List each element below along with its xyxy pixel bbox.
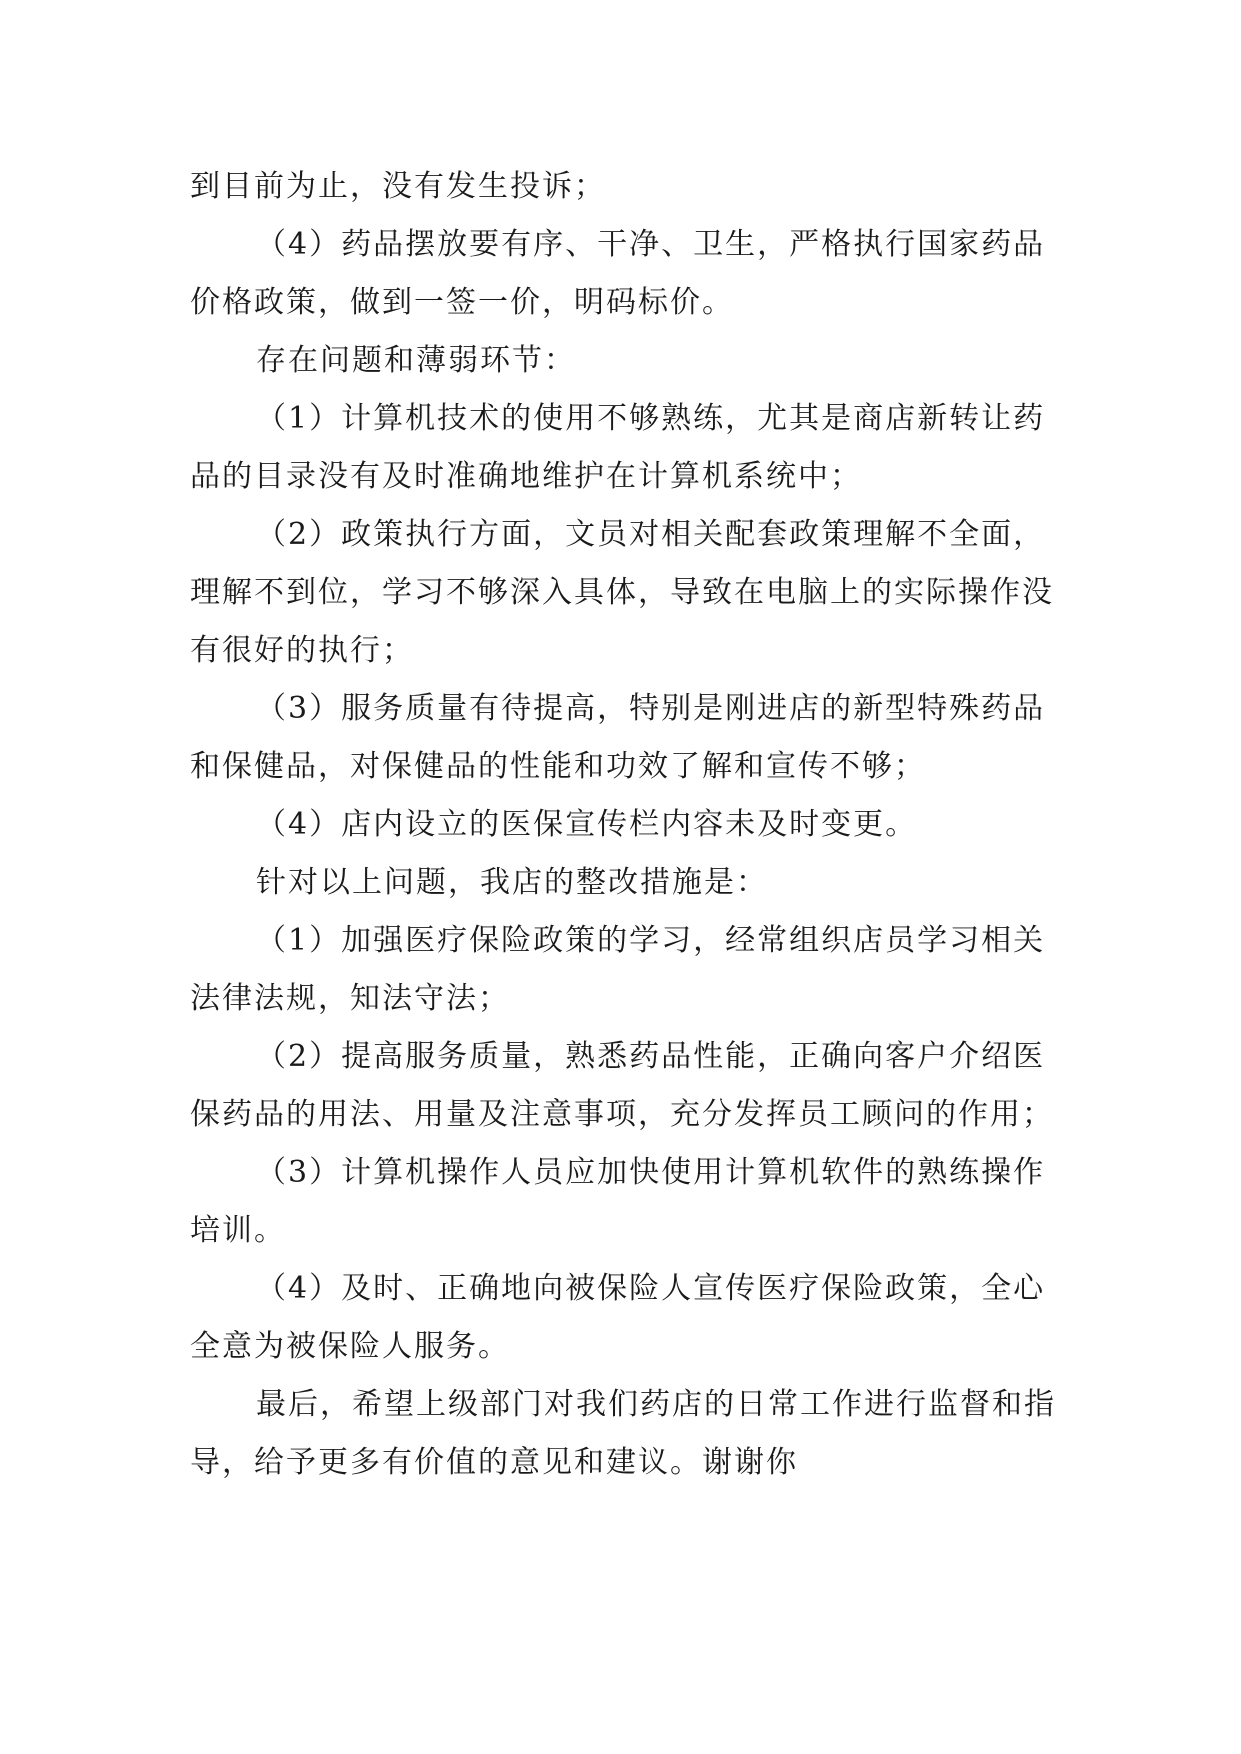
paragraph-13: 最后，希望上级部门对我们药店的日常工作进行监督和指导，给予更多有价值的意见和建议。谢谢你 xyxy=(190,1387,1056,1480)
paragraph-1: 到目前为止，没有发生投诉； xyxy=(190,169,606,204)
paragraph-6: （3）服务质量有待提高，特别是刚进店的新型特殊药品和保健品，对保健品的性能和功效了解和宣传不够； xyxy=(190,691,1046,784)
document-page xyxy=(190,158,1070,1492)
paragraph-12: （4）及时、正确地向被保险人宣传医疗保险政策，全心全意为被保险人服务。 xyxy=(190,1271,1046,1364)
paragraph-4: （1）计算机技术的使用不够熟练，尤其是商店新转让药品的目录没有及时准确地维护在计算机系统中； xyxy=(190,401,1046,494)
paragraph-5: （2）政策执行方面，文员对相关配套政策理解不全面，理解不到位，学习不够深入具体，导致在电脑上的实际操作没有很好的执行； xyxy=(190,517,1054,668)
paragraph-9: （1）加强医疗保险政策的学习，经常组织店员学习相关法律法规，知法守法； xyxy=(190,923,1046,1016)
paragraph-2: （4）药品摆放要有序、干净、卫生，严格执行国家药品价格政策，做到一签一价，明码标价。 xyxy=(190,227,1046,320)
paragraph-8: 针对以上问题，我店的整改措施是： xyxy=(256,865,768,900)
paragraph-3: 存在问题和薄弱环节： xyxy=(256,343,576,378)
paragraph-7: （4）店内设立的医保宣传栏内容未及时变更。 xyxy=(256,807,918,842)
paragraph-10: （2）提高服务质量，熟悉药品性能，正确向客户介绍医保药品的用法、用量及注意事项，充分发挥员工顾问的作用； xyxy=(190,1039,1054,1132)
paragraph-11: （3）计算机操作人员应加快使用计算机软件的熟练操作培训。 xyxy=(190,1155,1046,1248)
